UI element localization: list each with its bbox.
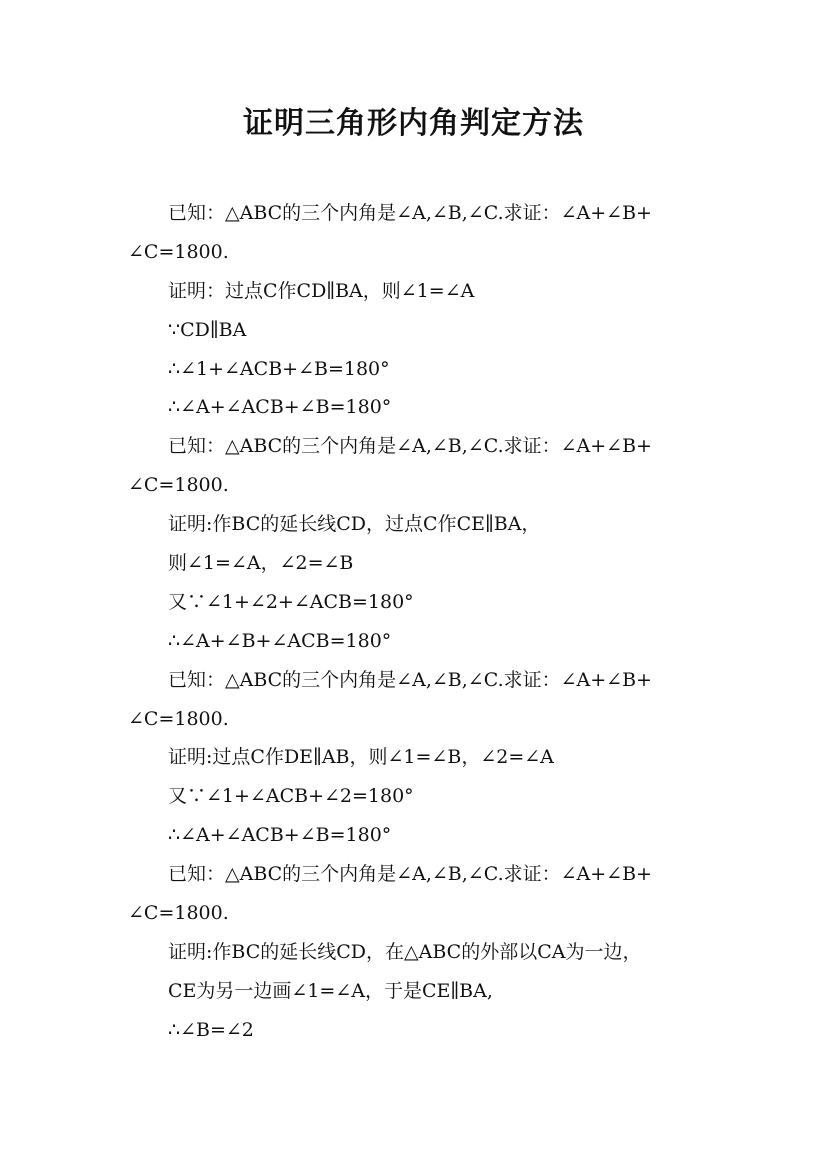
text-line: ∠C=1800.: [128, 707, 229, 730]
text-line: 已知：△ABC的三个内角是∠A,∠B,∠C.求证：∠A+∠B+: [168, 202, 652, 224]
text-line: 又∵∠1+∠2+∠ACB=180°: [168, 590, 414, 613]
text-line: 又∵∠1+∠ACB+∠2=180°: [168, 785, 414, 808]
text-line: CE为另一边画∠1=∠A，于是CE∥BA,: [168, 979, 493, 1002]
text-line: ∠C=1800.: [128, 240, 229, 263]
text-line: ∵CD∥BA: [168, 318, 247, 341]
text-line: ∴∠B=∠2: [168, 1018, 254, 1041]
text-line: ∴∠A+∠ACB+∠B=180°: [168, 396, 392, 419]
text-line: ∴∠A+∠B+∠ACB=180°: [168, 629, 392, 652]
text-line: 已知：△ABC的三个内角是∠A,∠B,∠C.求证：∠A+∠B+: [168, 435, 652, 458]
text-line: 已知：△ABC的三个内角是∠A,∠B,∠C.求证：∠A+∠B+: [168, 668, 652, 691]
text-line: 证明：过点C作CD∥BA，则∠1=∠A: [168, 279, 475, 302]
text-line: 证明:过点C作DE∥AB，则∠1=∠B，∠2=∠A: [168, 746, 554, 769]
text-line: 则∠1=∠A，∠2=∠B: [168, 552, 354, 575]
document-body: [128, 194, 713, 1050]
document-title: 证明三角形内角判定方法: [243, 106, 584, 141]
text-line: 证明:作BC的延长线CD，过点C作CE∥BA，: [168, 513, 541, 536]
text-line: ∴∠1+∠ACB+∠B=180°: [168, 357, 390, 380]
text-line: ∠C=1800.: [128, 902, 229, 925]
text-line: 证明:作BC的延长线CD，在△ABC的外部以CA为一边，: [168, 940, 642, 963]
text-line: 已知：△ABC的三个内角是∠A,∠B,∠C.求证：∠A+∠B+: [168, 863, 652, 886]
text-line: ∴∠A+∠ACB+∠B=180°: [168, 824, 392, 847]
text-line: ∠C=1800.: [128, 474, 229, 497]
